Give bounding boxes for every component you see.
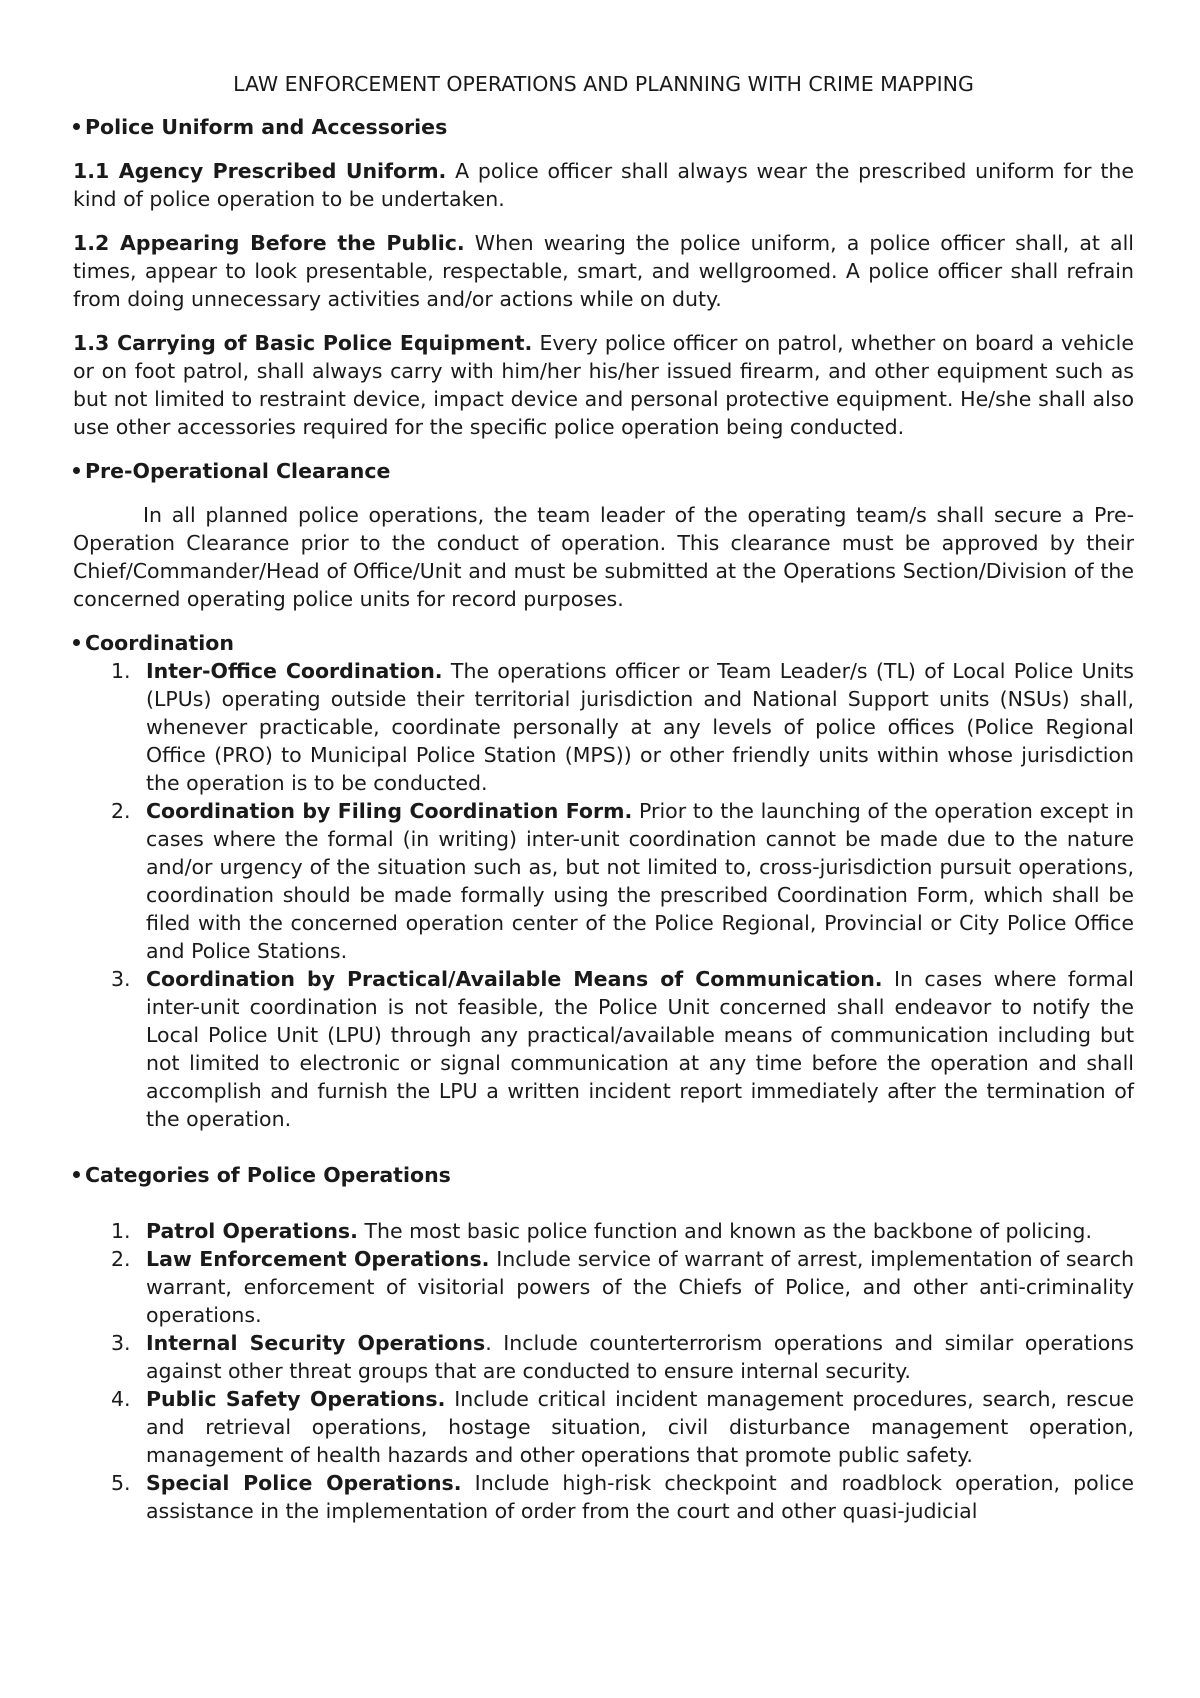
section-heading-uniform: Police Uniform and Accessories: [73, 113, 1134, 141]
list-item: 1. Patrol Operations. The most basic police function and known as the backbone of policing.: [111, 1219, 1092, 1243]
list-item: 4. Public Safety Operations. Include critical incident management procedures, search, rescue and retrieval operations, hostage situation, civil disturbance management operation, management of health hazards and other operations that promote public safety.: [111, 1387, 1134, 1467]
list-item: 3. Internal Security Operations. Include counterterrorism operations and similar operations against other threat groups that are conducted to ensure internal security.: [111, 1331, 1134, 1383]
list-item: 2. Law Enforcement Operations. Include service of warrant of arrest, implementation of search warrant, enforcement of visitorial powers of the Chiefs of Police, and other anti-criminality operations.: [111, 1247, 1134, 1327]
bullet-icon: [73, 467, 80, 474]
categories-list: [73, 1217, 1134, 1525]
bullet-icon: [73, 123, 80, 130]
spacer: [73, 1149, 1134, 1161]
bullet-icon: [73, 639, 80, 646]
paragraph-1-3: 1.3 Carrying of Basic Police Equipment. Every police officer on patrol, whether on board a vehicle or on foot patrol, shall always carry with him/her his/her issued firearm, and other equipment such as but not limited to restraint device, impact device and personal protective equipment. He/she shall also use other accessories required for the specific police operation being conducted.: [73, 331, 1134, 439]
list-item: 3. Coordination by Practical/Available Means of Communication. In cases where formal inter-unit coordination is not feasible, the Police Unit concerned shall endeavor to notify the Local Police Unit (LPU) through any practical/available means of communication including but not limited to electronic or signal communication at any time before the operation and shall accomplish and furnish the LPU a written incident report immediately after the termination of the operation.: [111, 967, 1134, 1131]
list-item: 2. Coordination by Filing Coordination Form. Prior to the launching of the operation except in cases where the formal (in writing) inter-unit coordination cannot be made due to the nature and/or urgency of the situation such as, but not limited to, cross-jurisdiction pursuit operations, coordination should be made formally using the prescribed Coordination Form, which shall be filed with the concerned operation center of the Police Regional, Provincial or City Police Office and Police Stations.: [111, 799, 1134, 963]
list-item: 5. Special Police Operations. Include high-risk checkpoint and roadblock operation, police assistance in the implementation of order from the court and other quasi-judicial: [111, 1471, 1134, 1523]
paragraph-clearance: In all planned police operations, the team leader of the operating team/s shall secure a Pre-Operation Clearance prior to the conduct of operation. This clearance must be approved by their Chief/Commander/Head of Office/Unit and must be submitted at the Operations Section/Division of the concerned operating police units for record purposes.: [73, 503, 1134, 611]
section-heading-categories: Categories of Police Operations: [73, 1161, 1134, 1189]
paragraph-1-1: 1.1 Agency Prescribed Uniform. A police officer shall always wear the prescribed uniform for the kind of police operation to be undertaken.: [73, 159, 1135, 211]
section-heading-coordination: Coordination: [73, 629, 1134, 657]
paragraph-1-2: 1.2 Appearing Before the Public. When wearing the police uniform, a police officer shall, at all times, appear to look presentable, respectable, smart, and wellgroomed. A police officer shall refrain from doing unnecessary activities and/or actions while on duty.: [73, 231, 1134, 311]
list-item: 1. Inter-Office Coordination. The operations officer or Team Leader/s (TL) of Local Police Units (LPUs) operating outside their territorial jurisdiction and National Support units (NSUs) shall, whenever practicable, coordinate personally at any levels of police offices (Police Regional Office (PRO) to Municipal Police Station (MPS)) or other friendly units within whose jurisdiction the operation is to be conducted.: [111, 659, 1134, 795]
section-heading-clearance: Pre-Operational Clearance: [73, 457, 1134, 485]
coordination-list: [73, 657, 1134, 1133]
bullet-icon: [73, 1171, 80, 1178]
page-title: LAW ENFORCEMENT OPERATIONS AND PLANNING WITH CRIME MAPPING: [233, 72, 974, 96]
